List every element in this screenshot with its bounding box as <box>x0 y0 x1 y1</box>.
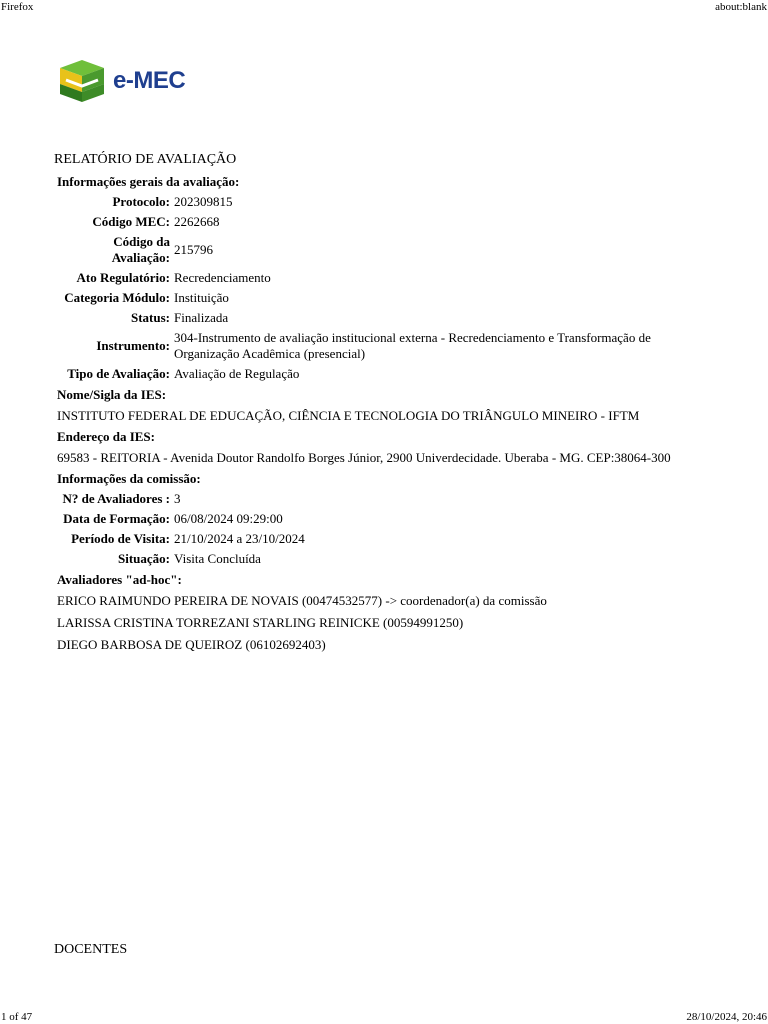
info-label: Data de Formação: <box>63 511 170 526</box>
info-label: Situação: <box>118 551 170 566</box>
page-counter: 1 of 47 <box>1 1011 33 1023</box>
info-row <box>56 509 307 529</box>
general-info-table <box>56 192 716 384</box>
info-value: Finalizada <box>174 310 229 325</box>
browser-url: about:blank <box>715 1 767 13</box>
browser-app-name: Firefox <box>1 1 34 13</box>
info-row <box>56 232 716 268</box>
ies-address-heading: Endereço da IES: <box>57 429 155 444</box>
info-value: 202309815 <box>174 194 233 209</box>
info-label: Ato Regulatório: <box>76 270 170 285</box>
evaluator-item: DIEGO BARBOSA DE QUEIROZ (06102692403) <box>57 637 326 652</box>
docentes-section-title: DOCENTES <box>54 942 128 957</box>
info-row <box>56 489 307 509</box>
info-value: Avaliação de Regulação <box>174 366 300 381</box>
evaluator-item: ERICO RAIMUNDO PEREIRA DE NOVAIS (00474532577) -> coordenador(a) da comissão <box>57 593 547 608</box>
info-value: Visita Concluída <box>174 551 261 566</box>
print-datetime: 28/10/2024, 20:46 <box>686 1011 767 1023</box>
info-label: Categoria Módulo: <box>64 290 170 305</box>
evaluator-item: LARISSA CRISTINA TORREZANI STARLING REINICKE (00594991250) <box>57 615 464 630</box>
info-row <box>56 288 716 308</box>
info-label: Código da Avaliação: <box>111 234 170 265</box>
evaluators-heading: Avaliadores "ad-hoc": <box>57 572 182 587</box>
info-value: 3 <box>174 491 181 506</box>
info-label: Status: <box>130 310 170 325</box>
report-title: RELATÓRIO DE AVALIAÇÃO <box>54 152 237 167</box>
emec-logo-text: e-MEC <box>113 67 186 94</box>
info-value: Instituição <box>174 290 229 305</box>
ies-name: INSTITUTO FEDERAL DE EDUCAÇÃO, CIÊNCIA E TECNOLOGIA DO TRIÂNGULO MINEIRO - IFTM <box>57 408 640 423</box>
info-row <box>56 328 716 364</box>
info-row <box>56 529 307 549</box>
info-label: N? de Avaliadores : <box>62 491 170 506</box>
info-label: Tipo de Avaliação: <box>67 366 170 381</box>
info-value: 215796 <box>174 242 213 257</box>
info-value: 304-Instrumento de avaliação institucional externa - Recredenciamento e Transformação de Organização Acadêmica (presencial) <box>174 330 651 361</box>
emec-logo <box>56 58 196 106</box>
info-row <box>56 549 307 569</box>
commission-heading: Informações da comissão: <box>57 471 201 486</box>
ies-address: 69583 - REITORIA - Avenida Doutor Randolfo Borges Júnior, 2900 Univerdecidade. Uberaba - MG. CEP:38064-300 <box>57 450 671 465</box>
info-value: 2262668 <box>174 214 220 229</box>
report-body <box>56 171 716 654</box>
info-row <box>56 364 716 384</box>
info-label: Instrumento: <box>96 338 170 353</box>
ies-name-heading: Nome/Sigla da IES: <box>57 387 167 402</box>
info-row <box>56 308 716 328</box>
general-info-heading: Informações gerais da avaliação: <box>57 174 240 189</box>
info-row <box>56 192 716 212</box>
info-row <box>56 212 716 232</box>
info-label: Protocolo: <box>112 194 170 209</box>
emec-logo-icon <box>56 58 108 104</box>
info-value: 21/10/2024 a 23/10/2024 <box>174 531 305 546</box>
commission-table <box>56 489 307 569</box>
info-label: Código MEC: <box>92 214 170 229</box>
info-label: Período de Visita: <box>71 531 170 546</box>
info-value: 06/08/2024 09:29:00 <box>174 511 283 526</box>
info-value: Recredenciamento <box>174 270 271 285</box>
info-row <box>56 268 716 288</box>
